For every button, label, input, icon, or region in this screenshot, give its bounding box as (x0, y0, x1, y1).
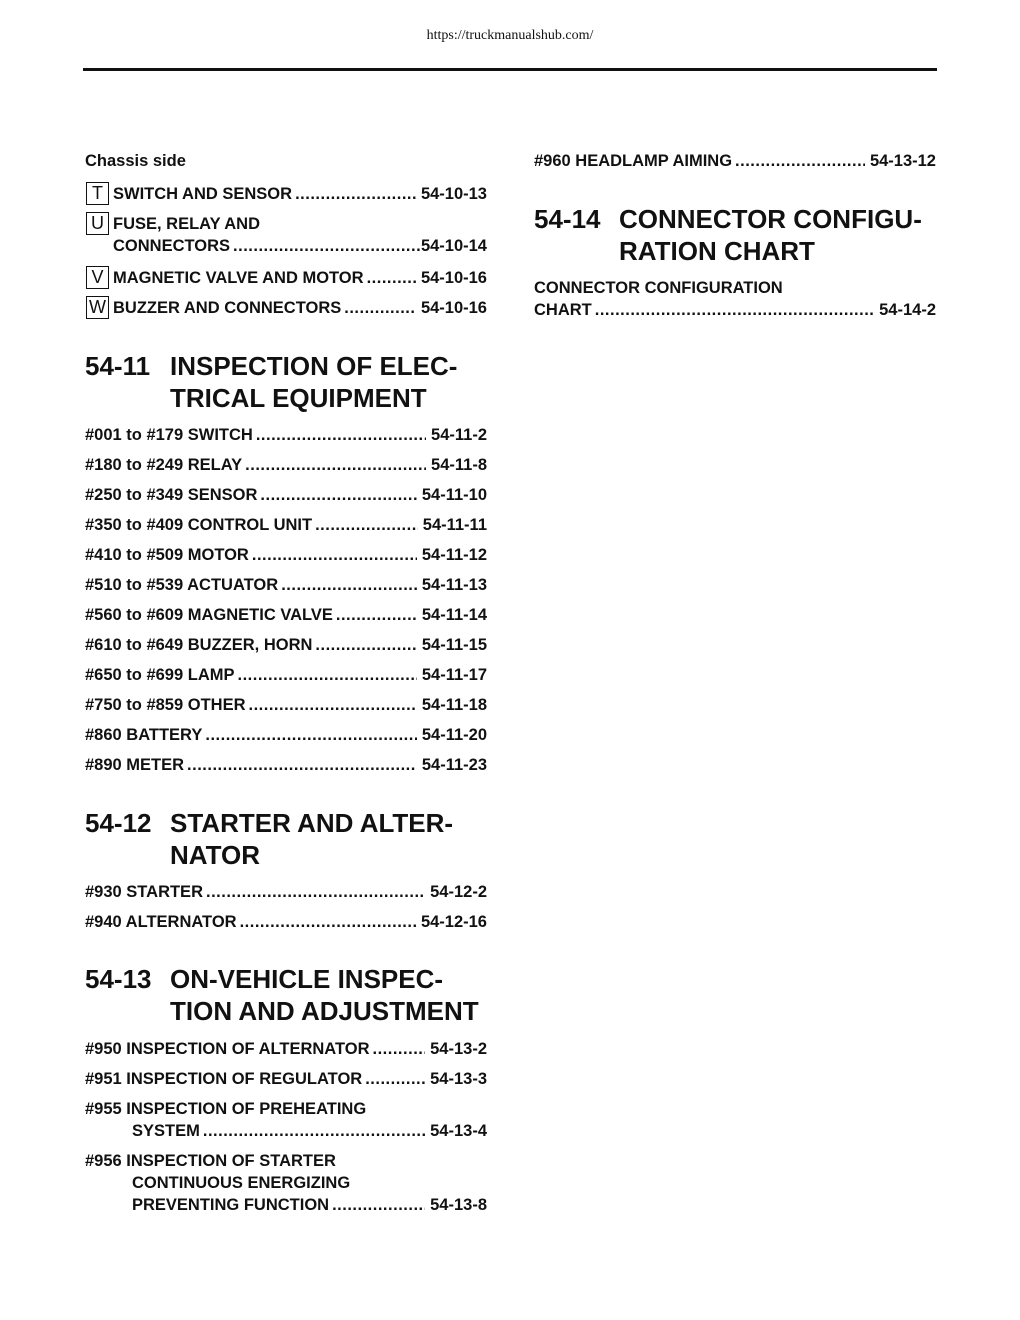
toc-entry[interactable]: #610 to #649 BUZZER, HORN ..... 54-11-15 (85, 634, 487, 656)
page-number: 54-10-16 (420, 299, 487, 317)
letter-box-v: V (86, 266, 109, 289)
toc-entry[interactable]: #510 to #539 ACTUATOR ..... 54-11-13 (85, 574, 487, 596)
section-number: 54-14 (534, 204, 601, 234)
page-number: 54-11-14 (421, 606, 487, 624)
toc-entry[interactable]: #650 to #699 LAMP ..... 54-11-17 (85, 664, 487, 686)
toc-entry-buzzer-connectors[interactable]: W BUZZER AND CONNECTORS ..... 54-10-16 (85, 297, 487, 319)
section-title: ON-VEHICLE INSPEC- (170, 964, 444, 994)
page-number: 54-13-4 (430, 1122, 487, 1140)
toc-entry-headlamp-aiming[interactable]: #960 HEADLAMP AIMING ..... 54-13-12 (534, 150, 936, 172)
toc-entry[interactable]: #560 to #609 MAGNETIC VALVE ..... 54-11-14 (85, 604, 487, 626)
source-url: https://truckmanualshub.com/ (426, 28, 594, 43)
page-number: 54-10-14 (420, 237, 487, 255)
toc-entry[interactable]: #180 to #249 RELAY ..... 54-11-8 (85, 454, 487, 476)
section-title-cont: TRICAL EQUIPMENT (170, 383, 427, 413)
page-number: 54-11-10 (421, 486, 487, 504)
toc-entry[interactable]: #930 STARTER ..... 54-12-2 (85, 881, 487, 903)
section-title: CONNECTOR CONFIGU- (619, 204, 922, 234)
toc-entry-fuse-relay[interactable]: U FUSE, RELAY AND CONNECTORS ..... 54-10-14 (85, 213, 487, 257)
page-number: 54-10-13 (420, 185, 487, 203)
toc-entry[interactable]: #250 to #349 SENSOR ..... 54-11-10 (85, 484, 487, 506)
section-title: INSPECTION OF ELEC- (170, 351, 458, 381)
section-title-cont: TION AND ADJUSTMENT (170, 996, 479, 1026)
page-number: 54-13-12 (869, 152, 936, 170)
page-number: 54-11-13 (421, 576, 487, 594)
page-number: 54-14-2 (879, 301, 936, 319)
section-number: 54-11 (85, 351, 151, 381)
page-number: 54-11-8 (431, 456, 487, 474)
page-number: 54-13-8 (430, 1196, 487, 1214)
toc-entry[interactable]: #955 INSPECTION OF PREHEATING SYSTEM ..... 54-13-4 (85, 1098, 487, 1142)
page-number: 54-11-15 (421, 636, 487, 654)
toc-entry[interactable]: #860 BATTERY ..... 54-11-20 (85, 724, 487, 746)
section-number: 54-12 (85, 808, 152, 838)
toc-entry[interactable]: #951 INSPECTION OF REGULATOR ..... 54-13-3 (85, 1068, 487, 1090)
section-title: STARTER AND ALTER- (170, 808, 454, 838)
letter-box-t: T (86, 182, 109, 205)
page-number: 54-11-12 (421, 546, 487, 564)
page-number: 54-11-17 (421, 666, 487, 684)
toc-entry[interactable]: #940 ALTERNATOR ..... 54-12-16 (85, 911, 487, 933)
page-number: 54-11-11 (422, 516, 487, 534)
page-number: 54-11-23 (421, 756, 487, 774)
page-number: 54-12-2 (430, 883, 487, 901)
page-number: 54-10-16 (420, 269, 487, 287)
section-number: 54-13 (85, 964, 152, 994)
toc-entry[interactable]: #750 to #859 OTHER ..... 54-11-18 (85, 694, 487, 716)
letter-box-u: U (86, 212, 109, 235)
toc-entry[interactable]: #956 INSPECTION OF STARTER CONTINUOUS ENERGIZING PREVENTING FUNCTION ..... 54-13-8 (85, 1150, 487, 1216)
toc-entry[interactable]: #001 to #179 SWITCH ..... 54-11-2 (85, 424, 487, 446)
page-number: 54-13-2 (430, 1040, 487, 1058)
chassis-side-heading: Chassis side (85, 152, 186, 170)
page-number: 54-13-3 (430, 1070, 487, 1088)
header-rule (83, 68, 937, 71)
letter-box-w: W (86, 296, 109, 319)
toc-entry-magnetic-valve-motor[interactable]: V MAGNETIC VALVE AND MOTOR ..... 54-10-16 (85, 267, 487, 289)
toc-entry[interactable]: #350 to #409 CONTROL UNIT ..... 54-11-11 (85, 514, 487, 536)
toc-entry-connector-configuration[interactable]: CONNECTOR CONFIGURATION CHART ..... 54-14-2 (534, 277, 936, 321)
page-number: 54-11-2 (431, 426, 487, 444)
toc-entry[interactable]: #950 INSPECTION OF ALTERNATOR ..... 54-13-2 (85, 1038, 487, 1060)
page-number: 54-11-18 (421, 696, 487, 714)
toc-entry[interactable]: #410 to #509 MOTOR ..... 54-11-12 (85, 544, 487, 566)
section-title-cont: RATION CHART (619, 236, 815, 266)
toc-entry[interactable]: #890 METER ..... 54-11-23 (85, 754, 487, 776)
page-number: 54-11-20 (421, 726, 487, 744)
page-number: 54-12-16 (420, 913, 487, 931)
toc-entry-switch-sensor[interactable]: T SWITCH AND SENSOR ..... 54-10-13 (85, 183, 487, 205)
section-title-cont: NATOR (170, 840, 261, 870)
